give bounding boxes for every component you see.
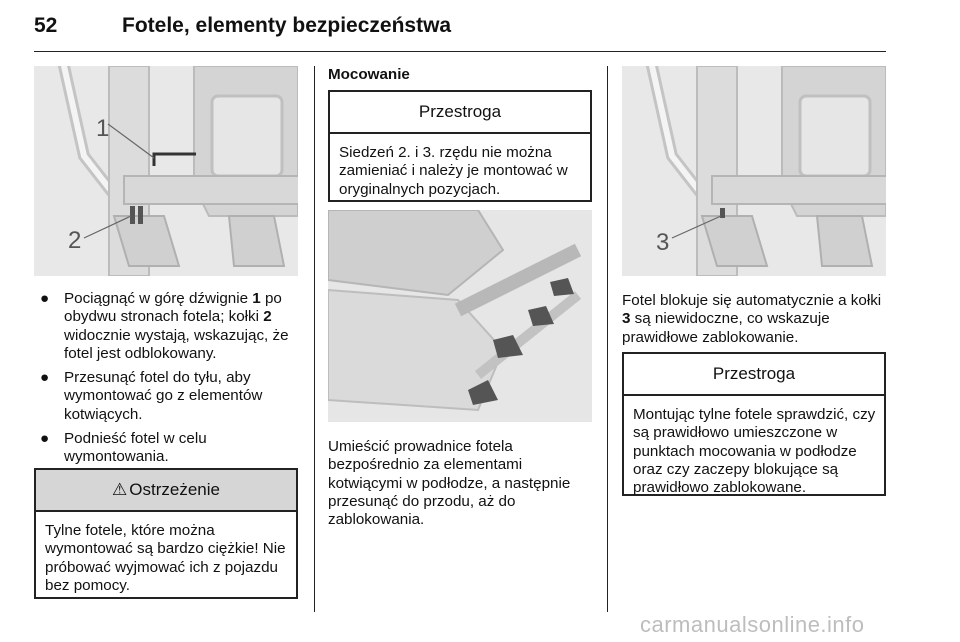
callout-2: 2 [68,227,82,254]
callout-3: 3 [656,229,670,256]
page-number: 52 [34,14,58,37]
section-title: Mocowanie [328,66,410,83]
watermark: carmanualsonline.info [640,612,865,637]
list-item: ● Pociągnąć w górę dźwignie 1 po obydwu stronach fotela; kołki 2 widocznie wystają, wskazując, że fotel jest odblokowany. [40,290,289,362]
warning-triangle-icon: ⚠ [112,480,128,499]
figure-seat-release-lever [34,66,298,276]
callout-1: 1 [96,115,110,142]
warning-title: Ostrzeżenie [129,480,220,499]
list-item: ● Podnieść fotel w celu wymontowania. [40,430,207,466]
figure-seat-locked [622,66,886,276]
instruction-list [34,290,300,473]
bullet-icon: ● [40,430,50,448]
page-title: Fotele, elementy bezpieczeństwa [122,14,452,37]
caution-text: Montując tylne fotele sprawdzić, czy są prawidłowo umieszczone w punktach mocowania w podłodze oraz czy zaczepy blokujące są prawidłowo zablokowane. [633,406,876,497]
column-divider-left [314,66,315,612]
mounting-instructions: Umieścić prowadnice fotela bezpośrednio za elementami kotwiącymi w podłodze, a następnie przesunąć do przodu, aż do zablokowania. [328,438,571,529]
bullet-icon: ● [40,369,50,387]
lock-description: Fotel blokuje się automatycznie a kołki 3 są niewidoczne, co wskazuje prawidłowe zablokowanie. [622,292,882,346]
caution-title: Przestroga [330,92,590,134]
caution-box-installation [622,352,886,496]
bullet-icon: ● [40,290,50,307]
figure-seat-guides [328,210,592,422]
list-item: ● Przesunąć fotel do tyłu, aby wymontować go z elementów kotwiących. [40,369,263,423]
warning-header [36,470,296,512]
caution-text: Siedzeń 2. i 3. rzędu nie można zamieniać i należy je montować w oryginalnych pozycjach. [339,144,568,198]
column-divider-right [607,66,608,612]
caution-title: Przestroga [624,354,884,396]
warning-box [34,468,298,599]
warning-text: Tylne fotele, które można wymontować są bardzo ciężkie! Nie próbować wyjmować ich z pojazdu bez pomocy. [45,522,286,594]
page-header [34,10,886,52]
caution-box-mounting [328,90,592,202]
